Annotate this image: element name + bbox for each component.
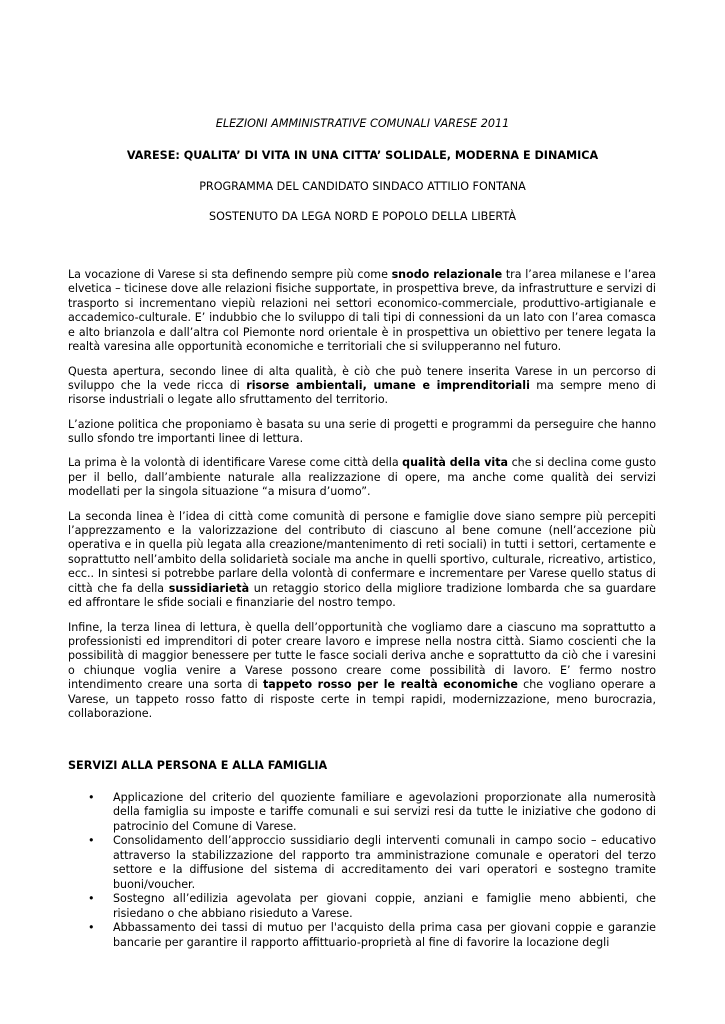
section-heading: SERVIZI ALLA PERSONA E ALLA FAMIGLIA — [68, 759, 328, 772]
candidate-line: PROGRAMMA DEL CANDIDATO SINDACO ATTILIO FONTANA — [199, 180, 526, 193]
paragraph-3: L’azione politica che proponiamo è basata su una serie di progetti e programmi da perseguire che hanno sullo sfondo tre importanti linee di lettura. — [68, 417, 656, 446]
list-item: • Applicazione del criterio del quoziente familiare e agevolazioni proporzionate alla numerosità della famiglia su imposte e tariffe comunali e sui servizi resi da tutte le iniziative che godono di patrocinio del Comune di Varese. — [88, 791, 656, 833]
list-item: • Sostegno all’edilizia agevolata per giovani coppie, anziani e famiglie meno abbienti, che risiedano o che abbiano risieduto a Varese. — [88, 892, 656, 920]
paragraph-6: Infine, la terza linea di lettura, è quella dell’opportunità che vogliamo dare a ciascuno ma soprattutto a professionisti ed imprenditori di poter creare lavoro e imprese nella nostra città. Siamo coscienti che la possibilità di maggior benessere per tutte le fasce sociali deriva anche e soprattutto da ciò che i varesini o chiunque voglia venire a Varese possono creare come possibilità di lavoro. E’ fermo nostro intendimento creare una sorta di tappeto rosso per le realtà economiche che vogliano operare a Varese, un tappeto rosso fatto di risposte certe in tempi rapidi, modernizzazione, meno burocrazia, collaborazione. — [68, 620, 656, 721]
paragraph-2: Questa apertura, secondo linee di alta qualità, è ciò che può tenere inserita Varese in un percorso di sviluppo che la vede ricca di risorse ambientali, umane e imprenditoriali ma sempre meno di risorse industriali o legate allo sfruttamento del territorio. — [68, 364, 656, 407]
election-header: ELEZIONI AMMINISTRATIVE COMUNALI VARESE 2011 — [215, 117, 510, 130]
bullet-icon: • — [88, 921, 95, 935]
list-item: • Abbassamento dei tassi di mutuo per l'acquisto della prima casa per giovani coppie e garanzie bancarie per garantire il rapporto affittuario-proprietà al fine di favorire la locazione degli — [88, 921, 656, 949]
bullet-icon: • — [88, 834, 95, 848]
list-item: • Consolidamento dell’approccio sussidiario degli interventi comunali in campo socio – educativo attraverso la stabilizzazione del rapporto tra amministrazione comunale e operatori del terzo settore e la diffusione del sistema di accreditamento dei vari operatori e sostegno tramite buoni/voucher. — [88, 834, 656, 891]
paragraph-5: La seconda linea è l’idea di città come comunità di persone e famiglie dove siano sempre più percepiti l’apprezzamento e la valorizzazione del contributo di ciascuno al bene comune (nell’accezione più operativa e in quella più legata alla creazione/mantenimento di reti sociali) in tutti i settori, certamente e soprattutto nell’ambito della solidarietà sociale ma anche in quelli sportivo, culturale, ricreativo, artistico, ecc.. In sintesi si potrebbe parlare della volontà di confermare e incrementare per Varese quello status di città che fa della sussidiarietà un retaggio storico della migliore tradizione lombarda che sa guardare ed affrontare le sfide sociali e finanziarie del nostro tempo. — [68, 509, 656, 610]
services-list — [88, 791, 656, 950]
supporters-line: SOSTENUTO DA LEGA NORD E POPOLO DELLA LIBERTÀ — [209, 210, 516, 223]
document-title: VARESE: QUALITA’ DI VITA IN UNA CITTA’ SOLIDALE, MODERNA E DINAMICA — [126, 149, 599, 162]
bullet-icon: • — [88, 892, 95, 906]
paragraph-1: La vocazione di Varese si sta definendo sempre più come snodo relazionale tra l’area milanese e l’area elvetica – ticinese dove alle relazioni fisiche supportate, in prospettiva breve, da infrastrutture e servizi di trasporto si incrementano viepiù relazioni nei settori economico-commerciale, produttivo-artigianale e accademico-culturale. E’ indubbio che lo sviluppo di tali tipi di connessioni da un lato con l’area comasca e alto brianzola e dall’altra col Piemonte nord orientale è in prospettiva un obiettivo per tenere legata la realtà varesina alle opportunità economiche e territoriali che si svilupperanno nel futuro. — [68, 268, 656, 354]
paragraph-4: La prima è la volontà di identificare Varese come città della qualità della vita che si declina come gusto per il bello, dall’ambiente naturale alla realizzazione di opere, ma anche come qualità dei servizi modellati per la singola situazione “a misura d’uomo”. — [68, 456, 657, 499]
bullet-icon: • — [88, 791, 95, 804]
intro-text — [68, 268, 656, 731]
